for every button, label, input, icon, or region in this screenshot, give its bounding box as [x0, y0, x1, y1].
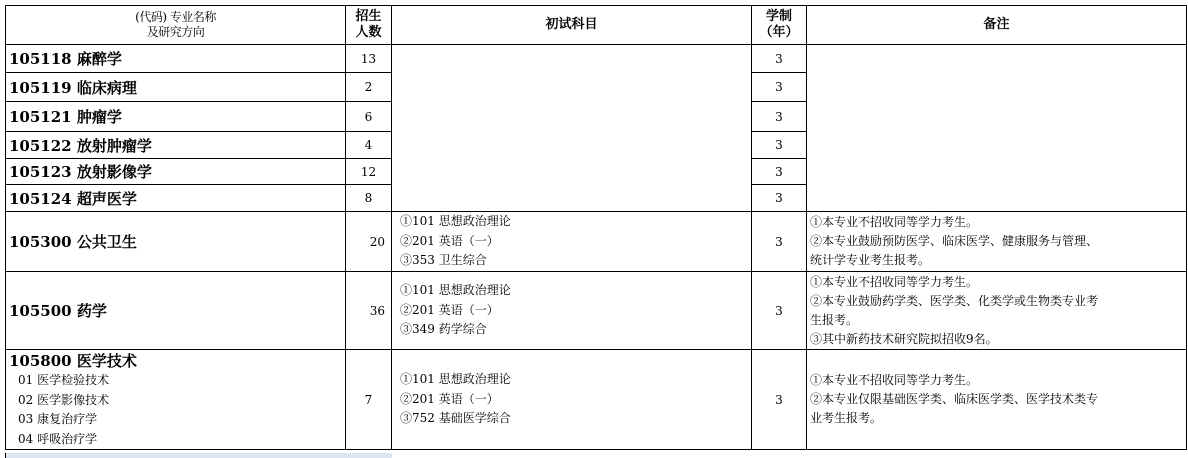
note-line: ①本专业不招收同等学力考生。 [810, 274, 979, 289]
header-count [346, 6, 392, 45]
exam-subject: ①101 思想政治理论 [400, 372, 511, 387]
major-name-cell [6, 45, 346, 73]
major-name-cell [6, 350, 346, 450]
notes-cell [807, 272, 1187, 350]
major-title [6, 352, 345, 371]
note-line: 业考生报考。 [810, 411, 883, 425]
next-row-strip [5, 453, 392, 458]
table-row [6, 272, 1187, 350]
header-count-line1: 招生 [355, 9, 382, 24]
major-name: 医学技术 [76, 352, 137, 370]
exam-subject: ②201 英语（一） [400, 302, 499, 317]
exam-subject: ③353 卫生综合 [400, 253, 487, 268]
enrollment-count: 36 [346, 272, 392, 350]
major-name-cell [6, 272, 346, 350]
enrollment-count: 2 [346, 73, 392, 102]
duration-years: 3 [752, 132, 807, 159]
note-line: ②本专业鼓励预防医学、临床医学、健康服务与管理、 [810, 234, 1099, 248]
duration-years: 3 [752, 73, 807, 102]
major-name-cell [6, 185, 346, 212]
table-row [6, 212, 1187, 272]
header-count-line2: 人数 [355, 25, 382, 40]
exam-subject: ②201 英语（一） [400, 233, 499, 248]
major-name-cell [6, 132, 346, 159]
major-code: 105121 [9, 108, 72, 126]
duration-years: 3 [752, 102, 807, 132]
major-name: 临床病理 [76, 78, 137, 97]
exam-subjects-cell [392, 350, 752, 450]
exam-subject: ②201 英语（一） [400, 391, 499, 406]
direction-item: 03 康复治疗学 [18, 412, 98, 426]
major-name: 公共卫生 [76, 233, 137, 251]
header-row [6, 6, 1187, 45]
duration-years: 3 [752, 212, 807, 272]
note-line: ①本专业不招收同等学力考生。 [810, 373, 979, 387]
direction-item: 04 呼吸治疗学 [18, 431, 98, 446]
note-line: ②本专业仅限基础医学类、临床医学类、医学技术类专 [810, 392, 1099, 406]
exam-subjects-cell [392, 272, 752, 350]
major-name: 放射肿瘤学 [76, 136, 152, 155]
notes-cell-empty [807, 45, 1187, 212]
header-years-line1: 学制 [765, 9, 792, 24]
header-years [752, 6, 807, 45]
major-code: 105124 [9, 189, 72, 208]
enrollment-count: 20 [346, 212, 392, 272]
major-code: 105123 [9, 163, 72, 181]
note-line: ②本专业鼓励药学类、医学类、化类学或生物类专业考 [810, 293, 1099, 308]
note-line: ③其中新药技术研究院拟招收9名。 [810, 331, 998, 346]
major-name-cell [6, 102, 346, 132]
direction-item: 02 医学影像技术 [18, 392, 110, 407]
exam-subject: ③752 基础医学综合 [400, 411, 511, 426]
notes-cell [807, 350, 1187, 450]
enrollment-count: 8 [346, 185, 392, 212]
note-line: 统计学专业考生报考。 [810, 253, 931, 267]
enrollment-count: 12 [346, 159, 392, 185]
major-name: 麻醉学 [76, 50, 122, 68]
enrollment-count: 4 [346, 132, 392, 159]
header-major-name [6, 6, 346, 45]
header-notes: 备注 [807, 6, 1187, 45]
notes-cell [807, 212, 1187, 272]
major-code: 105118 [9, 50, 72, 68]
table-row [6, 45, 1187, 73]
header-name-line1: (代码) 专业名称 [135, 10, 216, 24]
major-name: 肿瘤学 [76, 108, 122, 126]
direction-item: 01 医学检验技术 [18, 373, 110, 387]
major-code: 105800 [9, 352, 72, 370]
exam-subject: ③349 药学综合 [400, 322, 487, 337]
duration-years: 3 [752, 159, 807, 185]
duration-years: 3 [752, 45, 807, 73]
enrollment-count: 7 [346, 350, 392, 450]
exam-subject: ①101 思想政治理论 [400, 214, 511, 229]
major-name: 放射影像学 [76, 163, 152, 181]
admissions-table [5, 5, 1187, 450]
major-code: 105500 [9, 302, 72, 320]
note-line: ①本专业不招收同等学力考生。 [810, 215, 979, 229]
duration-years: 3 [752, 185, 807, 212]
exam-subject: ①101 思想政治理论 [400, 283, 511, 298]
major-code: 105119 [9, 78, 72, 97]
enrollment-count: 6 [346, 102, 392, 132]
header-exams: 初试科目 [392, 6, 752, 45]
major-code: 105300 [9, 233, 72, 251]
table-row [6, 350, 1187, 450]
enrollment-count: 13 [346, 45, 392, 73]
note-line: 生报考。 [810, 312, 859, 327]
header-name-line2: 及研究方向 [146, 25, 205, 39]
major-name: 超声医学 [76, 189, 137, 208]
exams-cell-empty [392, 45, 752, 212]
exam-subjects-cell [392, 212, 752, 272]
duration-years: 3 [752, 350, 807, 450]
major-name-cell [6, 73, 346, 102]
major-name-cell [6, 212, 346, 272]
duration-years: 3 [752, 272, 807, 350]
major-name-cell [6, 159, 346, 185]
research-directions [6, 371, 345, 449]
major-name: 药学 [76, 302, 107, 320]
major-code: 105122 [9, 136, 72, 155]
header-years-line2: （年） [759, 25, 799, 40]
